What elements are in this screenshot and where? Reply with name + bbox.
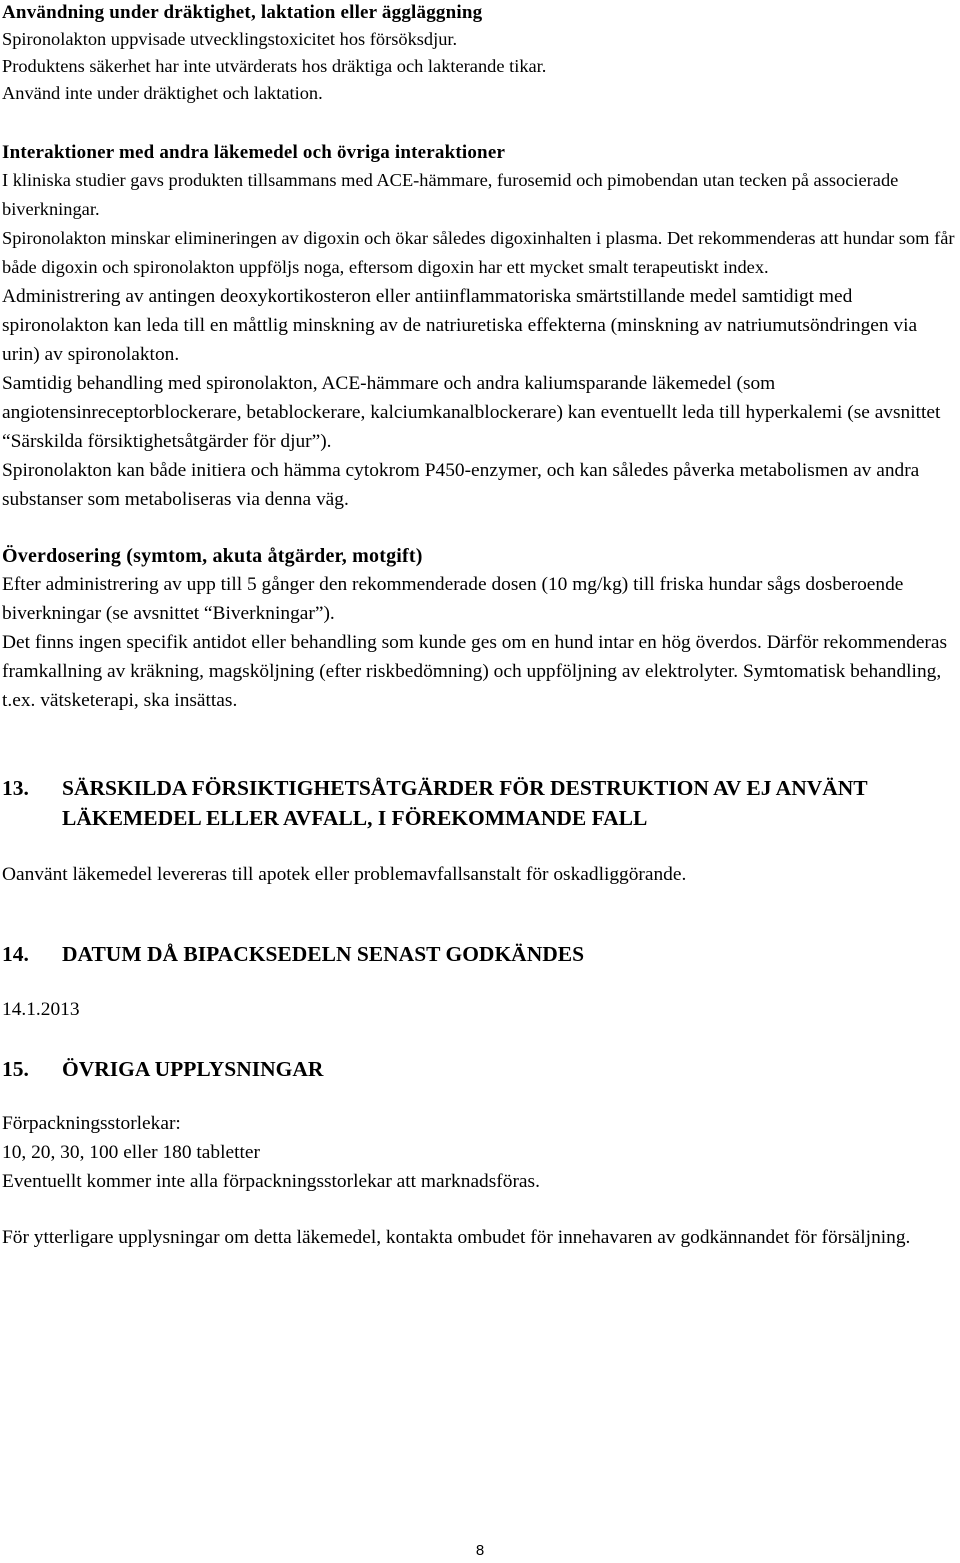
pack-note: Eventuellt kommer inte alla förpackningsstorlekar att marknadsföras. <box>2 1171 540 1192</box>
pack-sizes: 10, 20, 30, 100 eller 180 tabletter <box>2 1142 260 1163</box>
section-14-heading <box>2 939 957 969</box>
interactions-paragraph: Spironolakton minskar elimineringen av digoxin och ökar således digoxinhalten i plasma. Det rekommenderas att hundar som får både digoxin och spironolakton uppföljs noga, eftersom digoxin har ett mycket smalt terapeutiskt index. <box>2 228 955 277</box>
approval-date: 14.1.2013 <box>2 999 80 1020</box>
section-15 <box>2 1054 957 1252</box>
pregnancy-section <box>2 0 957 107</box>
interactions-paragraph: Administrering av antingen deoxykortikosteron eller antiinflammatoriska smärtstillande medel samtidigt med spironolakton kan leda till en måttlig minskning av de natriuretiska effekterna (minskning av natriumutsöndringen via urin) av spironolakton. <box>2 286 918 365</box>
overdose-paragraph: Det finns ingen specifik antidot eller behandling som kunde ges om en hund intar en hög överdos. Därför rekommenderas framkallning av kräkning, magsköljning (efter riskbedömning) och uppföljning av elektrolyter. Symtomatisk behandling, t.ex. vätsketerapi, ska insättas. <box>2 632 948 711</box>
interactions-paragraph: Spironolakton kan både initiera och hämma cytokrom P450-enzymer, och kan således påverka metabolismen av andra substanser som metaboliseras via denna väg. <box>2 460 920 510</box>
interactions-heading: Interaktioner med andra läkemedel och övriga interaktioner <box>2 142 506 163</box>
page-content <box>2 0 957 1252</box>
contact-info: För ytterligare upplysningar om detta läkemedel, kontakta ombudet för innehavaren av godkännandet för försäljning. <box>2 1227 911 1248</box>
pregnancy-heading: Användning under dräktighet, laktation eller äggläggning <box>2 2 483 23</box>
overdose-heading: Överdosering (symtom, akuta åtgärder, motgift) <box>2 545 423 567</box>
section-number: 15. <box>2 1057 29 1081</box>
section-14 <box>2 939 957 1024</box>
interactions-paragraph: Samtidig behandling med spironolakton, ACE-hämmare och andra kaliumsparande läkemedel (som angiotensinreceptorblockerare, betablockerare, kalciumkanalblockerare) kan eventuellt leda till hyperkalemi (se avsnittet “Särskilda försiktighetsåtgärder för djur”). <box>2 373 941 452</box>
section-13 <box>2 773 957 889</box>
overdose-paragraph: Efter administrering av upp till 5 gånger den rekommenderade dosen (10 mg/kg) till friska hundar sågs dosberoende biverkningar (se avsnittet “Biverkningar”). <box>2 574 904 624</box>
section-13-heading <box>2 773 957 833</box>
pack-size-label: Förpackningsstorlekar: <box>2 1113 181 1134</box>
section-number: 14. <box>2 942 29 966</box>
interactions-paragraph: I kliniska studier gavs produkten tillsammans med ACE-hämmare, furosemid och pimobendan utan tecken på associerade biverkningar. <box>2 170 899 219</box>
overdose-section <box>2 542 957 715</box>
pregnancy-line: Använd inte under dräktighet och laktation. <box>2 83 323 103</box>
page-number: 8 <box>475 1542 485 1559</box>
pregnancy-line: Produktens säkerhet har inte utvärderats hos dräktiga och lakterande tikar. <box>2 56 547 76</box>
section-15-heading <box>2 1054 957 1084</box>
interactions-section <box>2 140 957 514</box>
section-number: 13. <box>2 776 29 800</box>
section-title: ÖVRIGA UPPLYSNINGAR <box>62 1057 324 1081</box>
pregnancy-line: Spironolakton uppvisade utvecklingstoxicitet hos försöksdjur. <box>2 29 458 49</box>
section-13-text: Oanvänt läkemedel levereras till apotek eller problemavfallsanstalt för oskadliggörande. <box>2 864 687 885</box>
section-title: SÄRSKILDA FÖRSIKTIGHETSÅTGÄRDER FÖR DESTRUKTION AV EJ ANVÄNT LÄKEMEDEL ELLER AVFALL, I FÖREKOMMANDE FALL <box>62 776 868 830</box>
section-title: DATUM DÅ BIPACKSEDELN SENAST GODKÄNDES <box>62 942 585 966</box>
